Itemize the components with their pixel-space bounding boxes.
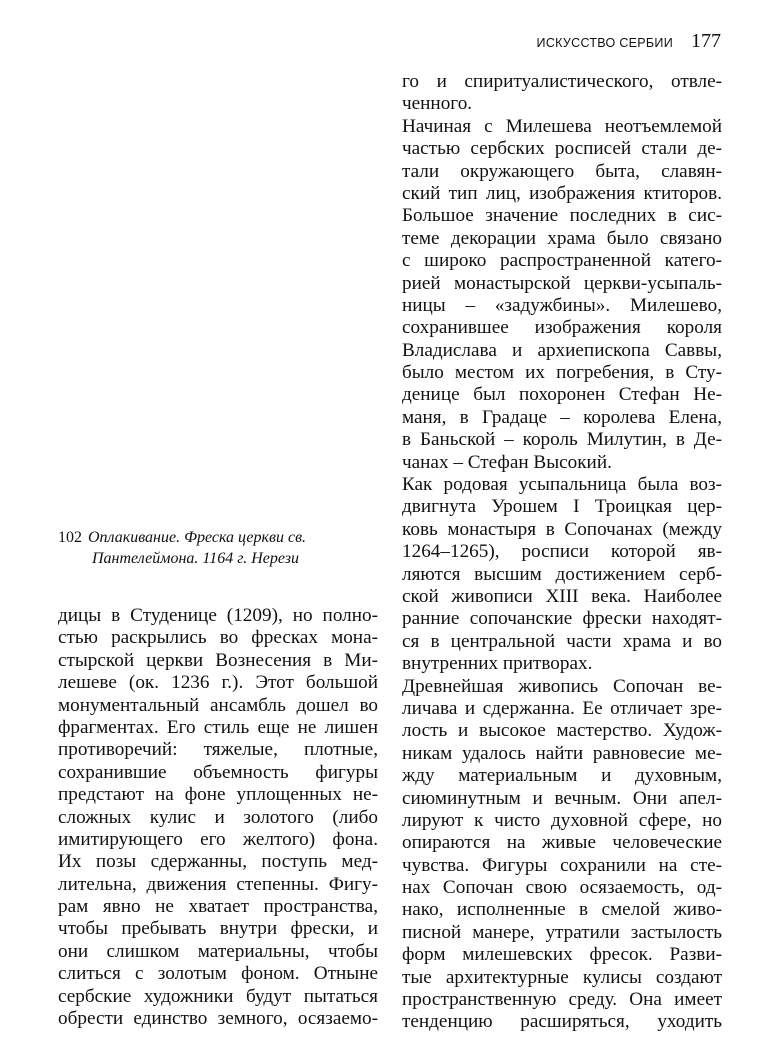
text-line: было местом их погребения, в Сту- — [402, 362, 722, 384]
text-line: Как родовая усыпальница была воз- — [402, 474, 722, 496]
text-line: лительна, движения степенны. Фигу- — [58, 873, 378, 895]
text-line: теме декорации храма было связано — [402, 227, 722, 249]
text-line: дицы в Студенице (1209), но полно- — [58, 605, 378, 626]
text-line: обрести единство земного, осязаемо- — [58, 1008, 378, 1030]
text-line: частью сербских росписей стали де- — [402, 138, 722, 160]
text-line: лешеве (ок. 1236 г.). Этот большой — [58, 672, 378, 694]
text-line: в Баньской – король Милутин, в Де- — [402, 429, 722, 451]
text-line: лость и высокое мастерство. Худож- — [402, 720, 722, 742]
text-line: Владислава и архиепископа Саввы, — [402, 339, 722, 361]
running-title: ИСКУССТВО СЕРБИИ — [536, 36, 673, 50]
text-line: чтобы пребывать внутри фрески, и — [58, 918, 378, 940]
text-line: нако, исполненные в смелой живо- — [402, 899, 722, 921]
text-line: монументальный ансамбль дошел во — [58, 694, 378, 716]
text-line: Начиная с Милешева неотъемлемой — [402, 115, 722, 137]
text-line: сербские художники будут пытаться — [58, 985, 378, 1007]
text-line: чувства. Фигуры сохранили на сте- — [402, 854, 722, 876]
text-line: жду материальным и духовным, — [402, 765, 722, 787]
caption-line-1 — [58, 527, 378, 548]
text-line: сохранившее изображения короля — [402, 317, 722, 339]
text-line: сложных кулис и золотого (либо — [58, 806, 378, 828]
text-line: имитирующего его желтого) фона. — [58, 828, 378, 850]
text-line: предстают на фоне уплощенных не- — [58, 784, 378, 806]
caption-line-2: Пантелеймона. 1164 г. Нерези — [92, 550, 300, 567]
text-line: 1264–1265), росписи которой яв- — [402, 541, 722, 563]
page-header — [537, 30, 721, 53]
text-line: рией монастырской церкви-усыпаль- — [402, 272, 722, 294]
text-line: Большое значение последних в сис- — [402, 205, 722, 227]
text-line: тали окружающего быта, славян- — [402, 160, 722, 182]
text-line: фрагментах. Его стиль еще не лишен — [58, 716, 378, 738]
text-line: ченного. — [402, 93, 473, 115]
text-line: го и спиритуалистического, отвле- — [402, 71, 722, 92]
text-line: Их позы сдержанны, поступь мед- — [58, 851, 378, 873]
left-text-column — [58, 605, 378, 1030]
text-line: они слишком материальны, чтобы — [58, 940, 378, 962]
text-line: стью раскрылись во фресках мона- — [58, 627, 378, 649]
text-line: двигнута Урошем I Троицкая цер- — [402, 496, 722, 518]
text-line: ранние сопочанские фрески находят- — [402, 608, 722, 630]
text-line: маня, в Градаце – королева Елена, — [402, 406, 722, 428]
text-line: лируют к чисто духовной сфере, но — [402, 809, 722, 831]
text-line: ляются высшим достижением серб- — [402, 563, 722, 585]
page-number: 177 — [691, 30, 721, 52]
text-line: опираются на живые человеческие — [402, 832, 722, 854]
text-line: ся в центральной части храма и во — [402, 630, 722, 652]
text-line: внутренних притворах. — [402, 653, 593, 675]
text-line: форм милешевских фресок. Разви- — [402, 944, 722, 966]
figure-caption — [58, 527, 378, 569]
text-line: противоречий: тяжелые, плотные, — [58, 739, 378, 761]
caption-number: 102 — [58, 529, 82, 546]
text-line: сохранившие объемность фигуры — [58, 761, 378, 783]
text-line: пространственную среду. Она имеет — [402, 989, 722, 1011]
text-line: денице был похоронен Стефан Не- — [402, 384, 722, 406]
caption-text-1: Оплакивание. Фреска церкви св. — [88, 529, 307, 546]
text-line: чанах – Стефан Высокий. — [402, 451, 612, 473]
text-line: тые архитектурные кулисы создают — [402, 966, 722, 988]
text-line: ницы – «задужбины». Милешево, — [402, 294, 722, 316]
text-line: никам удалось найти равновесие ме- — [402, 742, 722, 764]
text-line: тенденцию расширяться, уходить — [402, 1011, 722, 1033]
text-line: личава и сдержанна. Ее отличает зре- — [402, 697, 722, 719]
text-line: ковь монастыря в Сопочанах (между — [402, 518, 722, 540]
text-line: ский тип лиц, изображения ктиторов. — [402, 182, 722, 204]
text-line: сиюминутным и вечным. Они апел- — [402, 787, 722, 809]
text-line: нах Сопочан свою осязаемость, од- — [402, 877, 722, 899]
text-line: писной манере, утратили застылость — [402, 921, 722, 943]
right-text-column — [402, 71, 722, 1034]
text-line: рам явно не хватает пространства, — [58, 896, 378, 918]
text-line: слиться с золотым фоном. Отныне — [58, 963, 378, 985]
text-line: стырской церкви Вознесения в Ми- — [58, 649, 378, 671]
text-line: ской живописи XIII века. Наиболее — [402, 585, 722, 607]
text-line: Древнейшая живопись Сопочан ве- — [402, 675, 722, 697]
text-line: с широко распространенной катего- — [402, 250, 722, 272]
